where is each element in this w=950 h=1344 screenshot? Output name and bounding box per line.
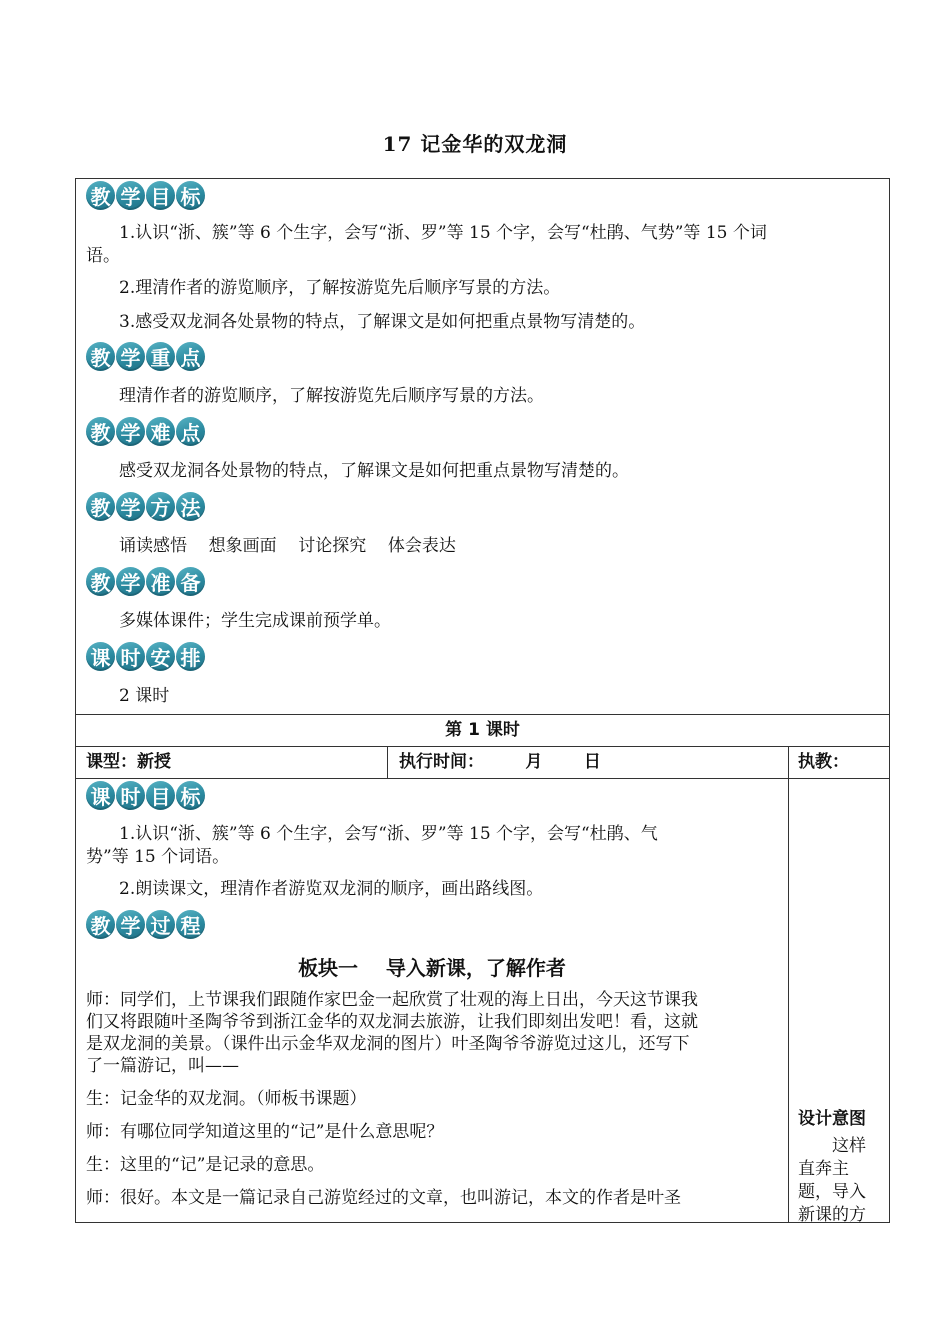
tag-char: 学 [116, 181, 145, 210]
overview-box [75, 178, 890, 715]
tag-char: 重 [146, 342, 175, 371]
teacher-label: 执教： [798, 752, 849, 772]
goal-line-1-cont: 语。 [86, 246, 120, 266]
tag-difficulty [86, 417, 205, 449]
dialogue-line: 了一篇游记，叫—— [86, 1056, 239, 1076]
lesson-header: 第 1 课时 [75, 714, 890, 747]
tag-process [86, 910, 205, 942]
tag-char: 过 [146, 910, 175, 939]
key-point-text: 理清作者的游览顺序，了解按游览先后顺序写景的方法。 [119, 386, 544, 406]
tag-char: 备 [176, 567, 205, 596]
tag-lesson-goals [86, 781, 205, 813]
tag-char: 安 [146, 642, 175, 671]
tag-char: 点 [176, 417, 205, 446]
tag-char: 学 [116, 342, 145, 371]
difficulty-text: 感受双龙洞各处景物的特点，了解课文是如何把重点景物写清楚的。 [119, 461, 629, 481]
tag-char: 教 [86, 342, 115, 371]
tag-char: 程 [176, 910, 205, 939]
tag-method [86, 492, 205, 524]
tag-char: 时 [116, 642, 145, 671]
tag-char: 教 [86, 567, 115, 596]
block-title: 板块一 导入新课，了解作者 [298, 956, 566, 980]
tag-char: 法 [176, 492, 205, 521]
tag-char: 标 [176, 181, 205, 210]
prep-text: 多媒体课件；学生完成课前预学单。 [119, 611, 391, 631]
tag-char: 学 [116, 417, 145, 446]
tag-char: 点 [176, 342, 205, 371]
method-text: 诵读感悟 想象画面 讨论探究 体会表达 [119, 536, 456, 556]
tag-char: 标 [176, 781, 205, 810]
tag-char: 课 [86, 781, 115, 810]
divider [387, 747, 388, 778]
dialogue-line: 师：很好。本文是一篇记录自己游览经过的文章，也叫游记，本文的作者是叶圣 [86, 1188, 681, 1208]
tag-key [86, 342, 205, 374]
tag-char: 目 [146, 181, 175, 210]
tag-schedule [86, 642, 205, 674]
lesson-type: 课型：新授 [86, 752, 171, 772]
tag-goals [86, 181, 205, 213]
lesson-body [75, 778, 890, 1223]
tag-char: 教 [86, 910, 115, 939]
divider [788, 747, 789, 778]
tag-char: 准 [146, 567, 175, 596]
lesson-meta-row [75, 746, 890, 779]
dialogue-line: 是双龙洞的美景。（课件出示金华双龙洞的图片）叶圣陶爷爷游览过这儿，还写下 [86, 1034, 690, 1054]
tag-char: 教 [86, 492, 115, 521]
tag-char: 课 [86, 642, 115, 671]
divider [788, 779, 789, 1222]
dialogue-line: 师：同学们，上节课我们跟随作家巴金一起欣赏了壮观的海上日出，今天这节课我 [86, 990, 698, 1010]
tag-char: 目 [146, 781, 175, 810]
tag-char: 排 [176, 642, 205, 671]
tag-char: 方 [146, 492, 175, 521]
lesson-goal-2: 2.朗读课文，理清作者游览双龙洞的顺序，画出路线图。 [119, 879, 544, 899]
tag-prep [86, 567, 205, 599]
tag-char: 学 [116, 910, 145, 939]
design-intent-text: 这样直奔主题，导入新课的方 [798, 1136, 866, 1225]
tag-char: 学 [116, 492, 145, 521]
dialogue-line: 们又将跟随叶圣陶爷爷到浙江金华的双龙洞去旅游，让我们即刻出发吧！看，这就 [86, 1012, 698, 1032]
lesson-goal-1: 1.认识“浙、簇”等 6 个生字，会写“浙、罗”等 15 个字，会写“杜鹃、气 [119, 824, 658, 844]
tag-char: 学 [116, 567, 145, 596]
schedule-text: 2 课时 [119, 686, 170, 706]
dialogue-line: 生：这里的“记”是记录的意思。 [86, 1155, 325, 1175]
tag-char: 教 [86, 181, 115, 210]
tag-char: 教 [86, 417, 115, 446]
dialogue-line: 生：记金华的双龙洞。（师板书课题） [86, 1089, 367, 1109]
lesson-goal-1-cont: 势”等 15 个词语。 [86, 847, 230, 867]
dialogue-line: 师：有哪位同学知道这里的“记”是什么意思呢？ [86, 1122, 444, 1142]
tag-char: 难 [146, 417, 175, 446]
design-intent-title: 设计意图 [798, 1109, 866, 1129]
tag-char: 时 [116, 781, 145, 810]
goal-line-2: 2.理清作者的游览顺序，了解按游览先后顺序写景的方法。 [119, 278, 561, 298]
goal-line-1: 1.认识“浙、簇”等 6 个生字，会写“浙、罗”等 15 个字，会写“杜鹃、气势”等 15 个词 [119, 223, 767, 243]
page-title: 17 记金华的双龙洞 [382, 132, 568, 156]
goal-line-3: 3.感受双龙洞各处景物的特点，了解课文是如何把重点景物写清楚的。 [119, 312, 646, 332]
execution-time: 执行时间： 月 日 [399, 752, 601, 772]
